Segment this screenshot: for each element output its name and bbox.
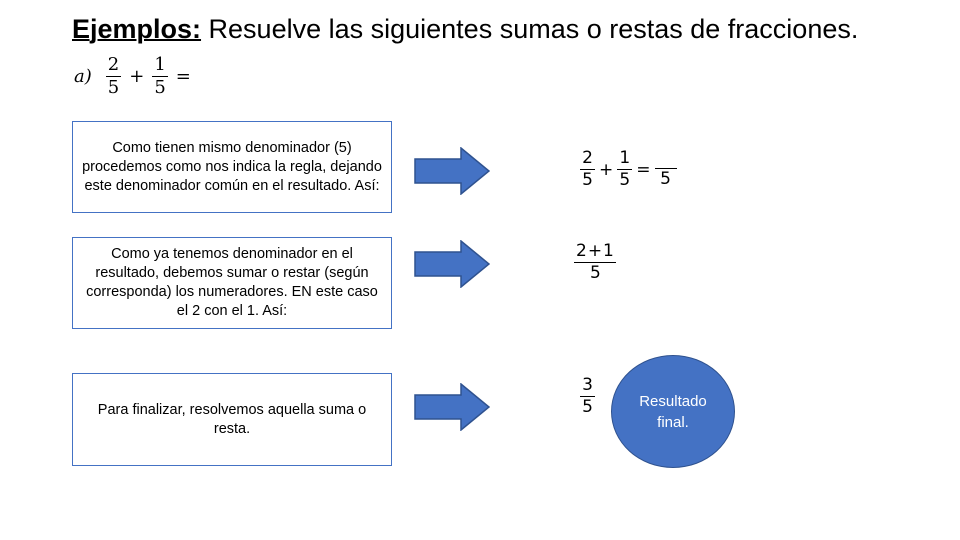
denominator: 5 — [655, 168, 677, 188]
step-3-result — [580, 377, 595, 416]
step-1-text: Como tienen mismo denominador (5) procedemos como nos indica la regla, dejando este denominador común en el resultado. Así: — [82, 139, 382, 194]
step-1-box — [72, 121, 392, 213]
equals-sign: = — [175, 66, 191, 87]
sum-numerator-fraction — [574, 243, 617, 282]
final-result-label: Resultado final. — [639, 392, 707, 431]
example-fraction-1 — [106, 56, 121, 97]
denominator: 5 — [107, 77, 120, 98]
step-3-text: Para finalizar, resolvemos aquella suma o resta. — [97, 401, 367, 437]
step-2-box — [72, 237, 392, 329]
numerator: 2+1 — [576, 241, 615, 261]
final-fraction — [580, 377, 595, 416]
numerator: 3 — [582, 375, 593, 395]
numerator: 2 — [107, 54, 120, 75]
example-fraction-2 — [152, 56, 167, 97]
result-fraction-3 — [655, 151, 677, 188]
denominator: 5 — [574, 262, 616, 282]
example-expression — [74, 56, 195, 97]
result-fraction-1 — [580, 150, 595, 189]
step-1-result — [580, 150, 677, 189]
slide-title — [72, 14, 858, 45]
numerator: 1 — [619, 148, 631, 168]
right-arrow-icon — [414, 240, 490, 288]
denominator: 5 — [580, 396, 595, 416]
equals-sign: = — [636, 159, 651, 180]
numerator: 1 — [154, 54, 166, 75]
denominator: 5 — [580, 169, 595, 189]
title-text: Resuelve las siguientes sumas o restas de fracciones. — [201, 14, 859, 44]
plus-sign: + — [599, 159, 614, 180]
final-result-badge — [611, 355, 735, 468]
step-2-result — [574, 243, 617, 282]
title-lead: Ejemplos: — [72, 14, 202, 44]
plus-sign: + — [129, 66, 145, 87]
right-arrow-icon — [414, 147, 490, 195]
denominator: 5 — [617, 169, 632, 189]
example-label: a) — [74, 66, 92, 87]
denominator: 5 — [154, 77, 166, 98]
numerator — [664, 151, 668, 168]
step-3-box — [72, 373, 392, 466]
numerator: 2 — [582, 148, 593, 168]
right-arrow-icon — [414, 383, 490, 431]
result-fraction-2 — [617, 150, 632, 189]
step-2-text: Como ya tenemos denominador en el resultado, debemos sumar o restar (según corresponda) los numeradores. EN este caso el 2 con el 1. Así: — [86, 246, 378, 319]
